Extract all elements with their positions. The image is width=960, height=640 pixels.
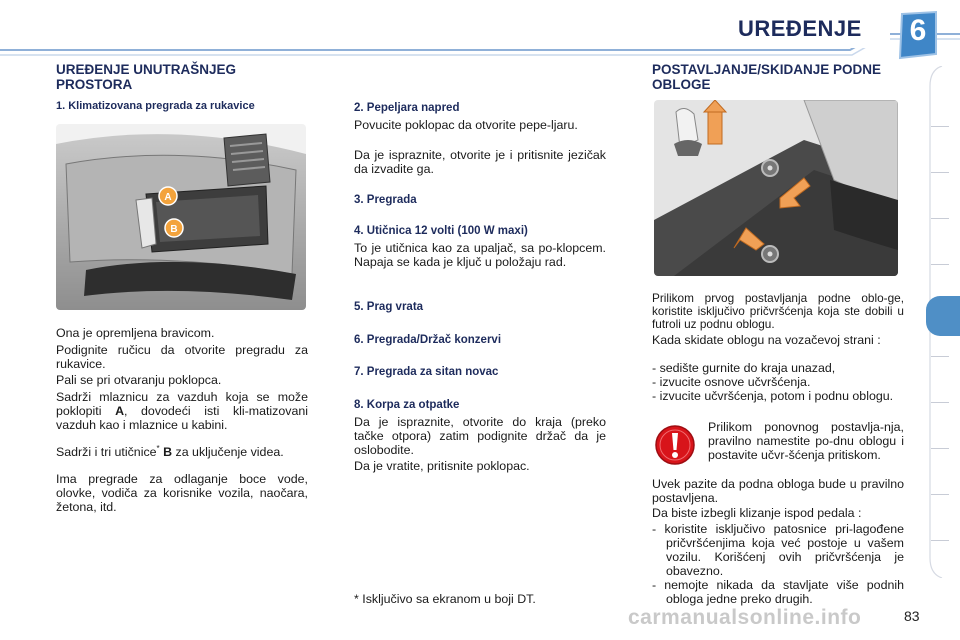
right-paragraph-3: Uvek pazite da podna obloga bude u pravilno postavljena. — [652, 477, 904, 505]
left-paragraph-3: Pali se pri otvaranju poklopca. — [56, 373, 222, 387]
left-paragraph-1: Ona je opremljena bravicom. — [56, 326, 215, 340]
item-2-text-a: Povucite poklopac da otvorite pepe-ljaru. — [354, 118, 578, 132]
floor-mat-illustration — [654, 100, 898, 276]
warning-text: Prilikom ponovnog postavlja-nja, pravilno namestite po-dnu oblogu i postavite učvr-šćenja pritiskom. — [708, 420, 904, 462]
item-6-heading: 6. Pregrada/Držač konzervi — [354, 334, 502, 346]
right-dash-1: - sedište gurnite do kraja unazad, — [652, 361, 836, 375]
item-1-heading: 1. Klimatizovana pregrada za rukavice — [56, 100, 255, 112]
tab-divider — [931, 172, 949, 173]
footnote: * Isključivo sa ekranom u boji DT. — [354, 592, 536, 606]
tab-divider — [931, 540, 949, 541]
right-paragraph-4: Da biste izbegli klizanje ispod pedala : — [652, 506, 862, 520]
right-dash-4: - koristite isključivo patosnice pri-lagođene pričvršćenjima koja već postoje u vašem vozilu. Korišćenj ovih pričvršćenja je obavezno. — [652, 522, 904, 578]
watermark: carmanualsonline.info — [628, 606, 862, 629]
callout-a: A — [164, 192, 172, 203]
item-8-heading: 8. Korpa za otpatke — [354, 399, 460, 411]
item-7-heading: 7. Pregrada za sitan novac — [354, 366, 499, 378]
tab-divider — [931, 356, 949, 357]
left-paragraph-4: Sadrži mlaznicu za vazduh koja se može poklopiti A, dovodeći isti kli-matizovani vazduh kao i mlaznice u kabini. — [56, 390, 308, 432]
left-paragraph-5: Sadrži i tri utičnice* B za uključenje videa. — [56, 444, 284, 459]
left-paragraph-2: Podignite ručicu da otvorite pregradu za rukavice. — [56, 343, 308, 371]
left-section-title: UREĐENJE UNUTRAŠNJEG PROSTORA — [56, 62, 237, 92]
item-8-text-a: Da je ispraznite, otvorite do kraja (preko tačke otpora) zatim podignite držač da je oslobodite. — [354, 415, 606, 457]
tab-divider — [931, 264, 949, 265]
warning-icon — [654, 424, 696, 466]
tab-divider — [931, 402, 949, 403]
left-paragraph-6: Ima pregrade za odlaganje boce vode, olovke, vodiča za korisnike vozila, naočara, žetona, itd. — [56, 472, 308, 514]
right-paragraph-1: Prilikom prvog postavljanja podne oblo-ge, koristite isključivo pričvršćenja koja ste dobili u futroli uz podnu oblogu. — [652, 291, 904, 331]
page-header-title: UREĐENJE — [738, 16, 862, 41]
tab-divider — [931, 448, 949, 449]
item-4-heading: 4. Utičnica 12 volti (100 W maxi) — [354, 225, 528, 237]
glovebox-illustration — [56, 124, 306, 310]
item-2-heading: 2. Pepeljara napred — [354, 102, 460, 114]
right-dash-3: - izvucite učvršćenja, potom i podnu oblogu. — [652, 389, 894, 403]
tab-divider — [931, 218, 949, 219]
tab-divider — [931, 126, 949, 127]
right-paragraph-2: Kada skidate oblogu na vozačevoj strani : — [652, 333, 881, 347]
right-dash-2: - izvucite osnove učvršćenja. — [652, 375, 811, 389]
item-4-text: To je utičnica kao za upaljač, sa po-klopcem. Napaja se kada je ključ u položaju rad. — [354, 241, 606, 269]
callout-b: B — [170, 224, 178, 235]
chapter-tab-active[interactable] — [926, 296, 960, 336]
item-8-text-b: Da je vratite, pritisnite poklopac. — [354, 459, 530, 473]
chapter-number: 6 — [909, 14, 927, 47]
right-section-title: POSTAVLJANJE/SKIDANJE PODNE OBLOGE — [652, 62, 882, 92]
page-number: 83 — [904, 608, 920, 624]
right-dash-5: - nemojte nikada da stavljate više podnih obloga jedne preko drugih. — [652, 578, 904, 606]
tab-divider — [931, 494, 949, 495]
item-5-heading: 5. Prag vrata — [354, 301, 424, 313]
item-2-text-b: Da je ispraznite, otvorite je i pritisnite jezičak da izvadite ga. — [354, 148, 606, 176]
item-3-heading: 3. Pregrada — [354, 194, 417, 206]
